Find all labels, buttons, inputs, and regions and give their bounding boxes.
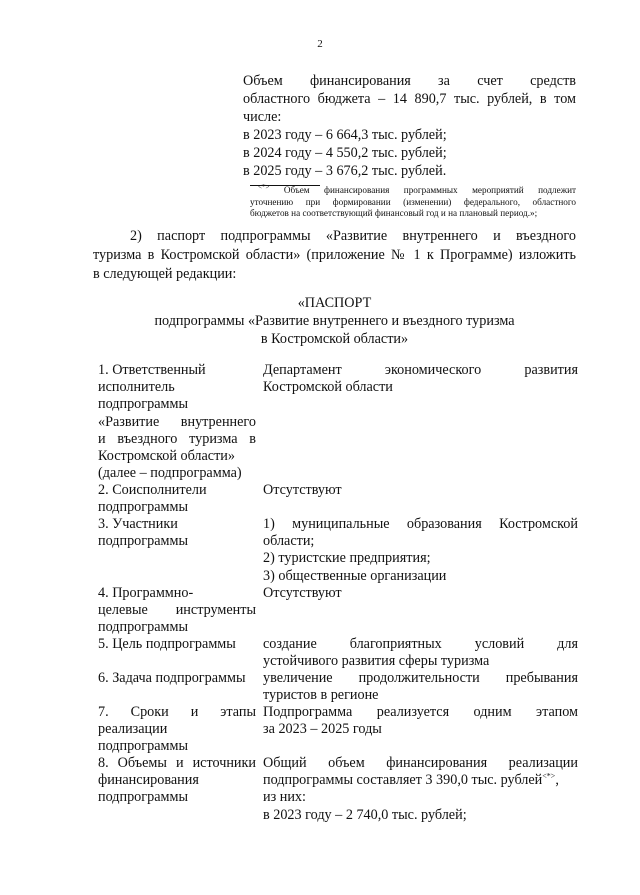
row-value: 1) муниципальные образования Костромской области; 2) туристские предприятия; 3) общественные организации xyxy=(263,516,578,584)
paragraph-line: 2) паспорт подпрограммы «Развитие внутреннего и въездного xyxy=(130,228,576,244)
row-value: Отсутствуют xyxy=(263,585,342,601)
row-value: увеличение продолжительности пребывания туристов в регионе xyxy=(263,670,578,704)
footnote-line: Объем финансирования программных мероприятий подлежит xyxy=(283,185,576,195)
funding-year-2023: в 2023 году – 6 664,3 тыс. рублей; xyxy=(243,127,447,143)
row-value: Подпрограмма реализуется одним этапом за 2023 – 2025 годы xyxy=(263,704,578,738)
funding-year-2025: в 2025 году – 3 676,2 тыс. рублей. xyxy=(243,163,447,179)
row-label: 3. Участники подпрограммы xyxy=(98,516,188,550)
page-number: 2 xyxy=(317,38,323,50)
row-value: Отсутствуют xyxy=(263,482,342,498)
row-label: 8. Объемы и источники финансирования подпрограммы xyxy=(98,755,256,806)
row-label: 2. Соисполнители подпрограммы xyxy=(98,482,207,516)
amendment-paragraph xyxy=(93,227,576,284)
row-label: 1. Ответственный исполнитель подпрограммы «Развитие внутреннего и въездного туризма в Костромской области» (далее – подпрограмма) xyxy=(98,362,256,482)
footnote-marker: <*> xyxy=(542,771,556,781)
footnote xyxy=(250,182,576,220)
passport-heading xyxy=(93,294,576,348)
paragraph-line: туризма в Костромской области» (приложение № 1 к Программе) изложить xyxy=(93,247,576,263)
row-value: Департамент экономического развития Костромской области xyxy=(263,362,578,396)
funding-line: областного бюджета – 14 890,7 тыс. рублей, в том xyxy=(243,91,576,107)
row-label: 7. Сроки и этапы реализации подпрограммы xyxy=(98,704,256,755)
footnote-line: бюджетов на соответствующий финансовый год и на плановый период.»; xyxy=(250,208,538,218)
row-label: 5. Цель подпрограммы xyxy=(98,636,236,652)
row-value: Общий объем финансирования реализации подпрограммы составляет 3 390,0 тыс. рублей<*>, из них: в 2023 году – 2 740,0 тыс. рублей; xyxy=(263,755,578,823)
passport-subtitle: в Костромской области» xyxy=(260,331,409,347)
passport-subtitle: подпрограммы «Развитие внутреннего и въездного туризма xyxy=(154,313,515,329)
paragraph-line: в следующей редакции: xyxy=(93,266,237,282)
row-label: 4. Программно- целевые инструменты подпрограммы xyxy=(98,585,256,636)
footnote-line: уточнению при формировании (изменении) федерального, областного xyxy=(250,196,576,207)
funding-line: числе: xyxy=(243,109,282,125)
row-value: создание благоприятных условий для устойчивого развития сферы туризма xyxy=(263,636,578,670)
budget-funding-block xyxy=(243,72,576,180)
funding-line: Объем финансирования за счет средств xyxy=(243,73,576,89)
passport-title: «ПАСПОРТ xyxy=(297,295,372,311)
row-label: 6. Задача подпрограммы xyxy=(98,670,246,686)
funding-year-2024: в 2024 году – 4 550,2 тыс. рублей; xyxy=(243,145,447,161)
footnote-marker: <*> xyxy=(258,182,270,191)
